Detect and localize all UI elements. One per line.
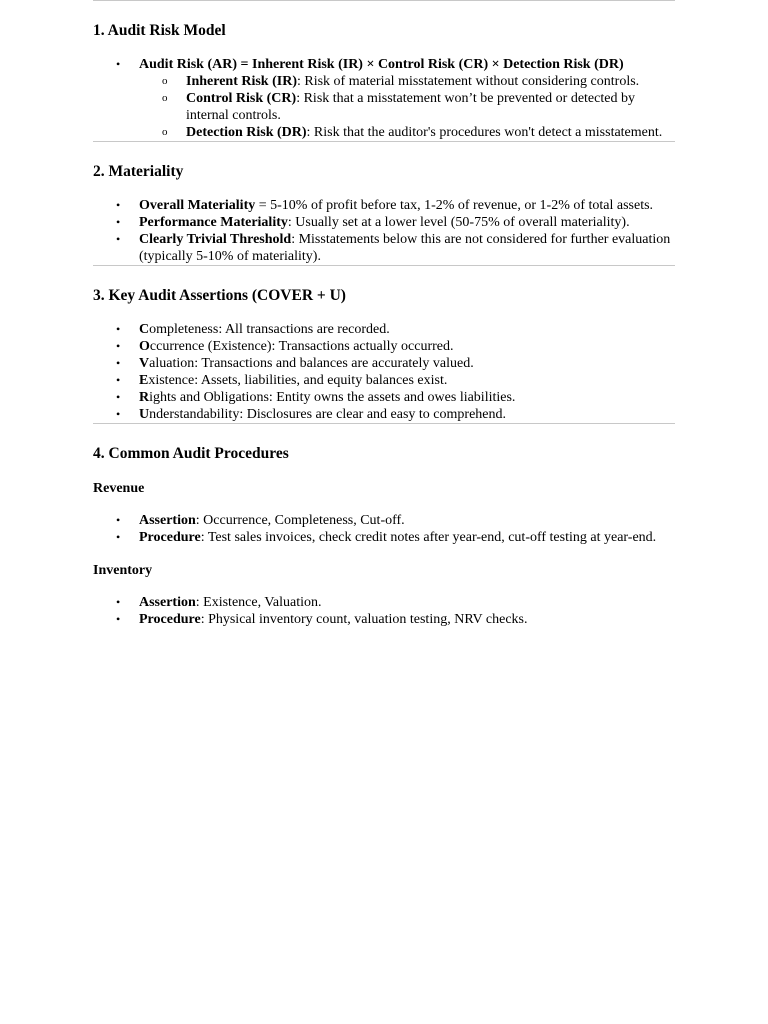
list-item xyxy=(116,406,675,423)
list-item xyxy=(116,56,675,141)
term: Procedure xyxy=(139,530,201,545)
description: : Risk of material misstatement without considering controls. xyxy=(296,74,640,89)
bullet-icon: • xyxy=(116,57,121,71)
list-item xyxy=(116,338,675,355)
description: : Test sales invoices, check credit notes after year-end, cut-off testing at year-end. xyxy=(200,530,657,545)
audit-risk-list xyxy=(93,56,675,141)
bullet-icon: • xyxy=(116,356,121,370)
list-item xyxy=(162,73,675,90)
term: Clearly Trivial Threshold xyxy=(139,232,292,247)
description: ights and Obligations: Entity owns the assets and owes liabilities. xyxy=(149,390,516,405)
acronym-letter: C xyxy=(139,322,150,337)
bullet-icon: • xyxy=(116,513,121,527)
acronym-letter: O xyxy=(139,339,150,354)
section-divider xyxy=(93,0,675,1)
description: ompleteness: All transactions are recorded. xyxy=(149,322,390,337)
list-item xyxy=(116,512,675,529)
term: Inherent Risk (IR) xyxy=(186,74,297,89)
description: nderstandability: Disclosures are clear and easy to comprehend. xyxy=(149,407,506,422)
term: Overall Materiality xyxy=(139,198,256,213)
description: : Risk that a misstatement won’t be prevented or detected by internal controls. xyxy=(186,91,635,123)
list-item xyxy=(116,389,675,406)
list-item xyxy=(116,231,675,265)
section-title-materiality: 2. Materiality xyxy=(93,163,184,180)
description: = 5-10% of profit before tax, 1-2% of revenue, or 1-2% of total assets. xyxy=(255,198,654,213)
bullet-icon: • xyxy=(116,215,121,229)
materiality-list xyxy=(93,197,675,265)
bullet-icon: • xyxy=(116,595,121,609)
acronym-letter: E xyxy=(139,373,149,388)
description: : Risk that the auditor's procedures won't detect a misstatement. xyxy=(306,125,663,140)
circle-bullet-icon: o xyxy=(162,126,168,138)
section-divider xyxy=(93,265,675,266)
document-page xyxy=(93,0,675,628)
assertions-list xyxy=(93,321,675,423)
bullet-icon: • xyxy=(116,390,121,404)
bullet-icon: • xyxy=(116,373,121,387)
section-title-common-audit-procedures: 4. Common Audit Procedures xyxy=(93,445,289,462)
term: Assertion xyxy=(139,513,196,528)
bullet-icon: • xyxy=(116,198,121,212)
list-item xyxy=(116,214,675,231)
section-title-key-audit-assertions: 3. Key Audit Assertions (COVER + U) xyxy=(93,287,346,304)
revenue-procedures-list xyxy=(93,512,675,546)
inventory-procedures-list xyxy=(93,594,675,628)
acronym-letter: U xyxy=(139,407,150,422)
audit-risk-formula: Audit Risk (AR) = Inherent Risk (IR) × Control Risk (CR) × Detection Risk (DR) xyxy=(139,57,624,72)
list-item xyxy=(116,197,675,214)
acronym-letter: V xyxy=(139,356,150,371)
description: xistence: Assets, liabilities, and equity balances exist. xyxy=(148,373,448,388)
bullet-icon: • xyxy=(116,232,121,246)
term: Detection Risk (DR) xyxy=(186,125,307,140)
circle-bullet-icon: o xyxy=(162,92,168,104)
list-item xyxy=(116,611,675,628)
section-divider xyxy=(93,141,675,142)
list-item xyxy=(116,355,675,372)
list-item xyxy=(116,594,675,611)
description: : Occurrence, Completeness, Cut-off. xyxy=(195,513,405,528)
list-item xyxy=(116,321,675,338)
description: : Usually set at a lower level (50-75% of overall materiality). xyxy=(287,215,630,230)
list-item xyxy=(116,372,675,389)
bullet-icon: • xyxy=(116,530,121,544)
term: Assertion xyxy=(139,595,196,610)
term: Control Risk (CR) xyxy=(186,91,297,106)
circle-bullet-icon: o xyxy=(162,75,168,87)
bullet-icon: • xyxy=(116,407,121,421)
subheading-inventory: Inventory xyxy=(93,563,153,578)
section-title-audit-risk-model: 1. Audit Risk Model xyxy=(93,22,226,39)
term: Procedure xyxy=(139,612,201,627)
description: ccurrence (Existence): Transactions actually occurred. xyxy=(149,339,454,354)
list-item xyxy=(162,90,675,124)
description: : Misstatements below this are not considered for further evaluation (typically 5-10% of materiality). xyxy=(139,232,671,264)
description: : Physical inventory count, valuation testing, NRV checks. xyxy=(200,612,528,627)
list-item xyxy=(116,529,675,546)
subheading-revenue: Revenue xyxy=(93,481,145,496)
description: aluation: Transactions and balances are accurately valued. xyxy=(149,356,474,371)
bullet-icon: • xyxy=(116,339,121,353)
bullet-icon: • xyxy=(116,322,121,336)
term: Performance Materiality xyxy=(139,215,288,230)
risk-component-list xyxy=(139,73,675,141)
acronym-letter: R xyxy=(139,390,150,405)
section-divider xyxy=(93,423,675,424)
description: : Existence, Valuation. xyxy=(195,595,322,610)
bullet-icon: • xyxy=(116,612,121,626)
list-item xyxy=(162,124,675,141)
